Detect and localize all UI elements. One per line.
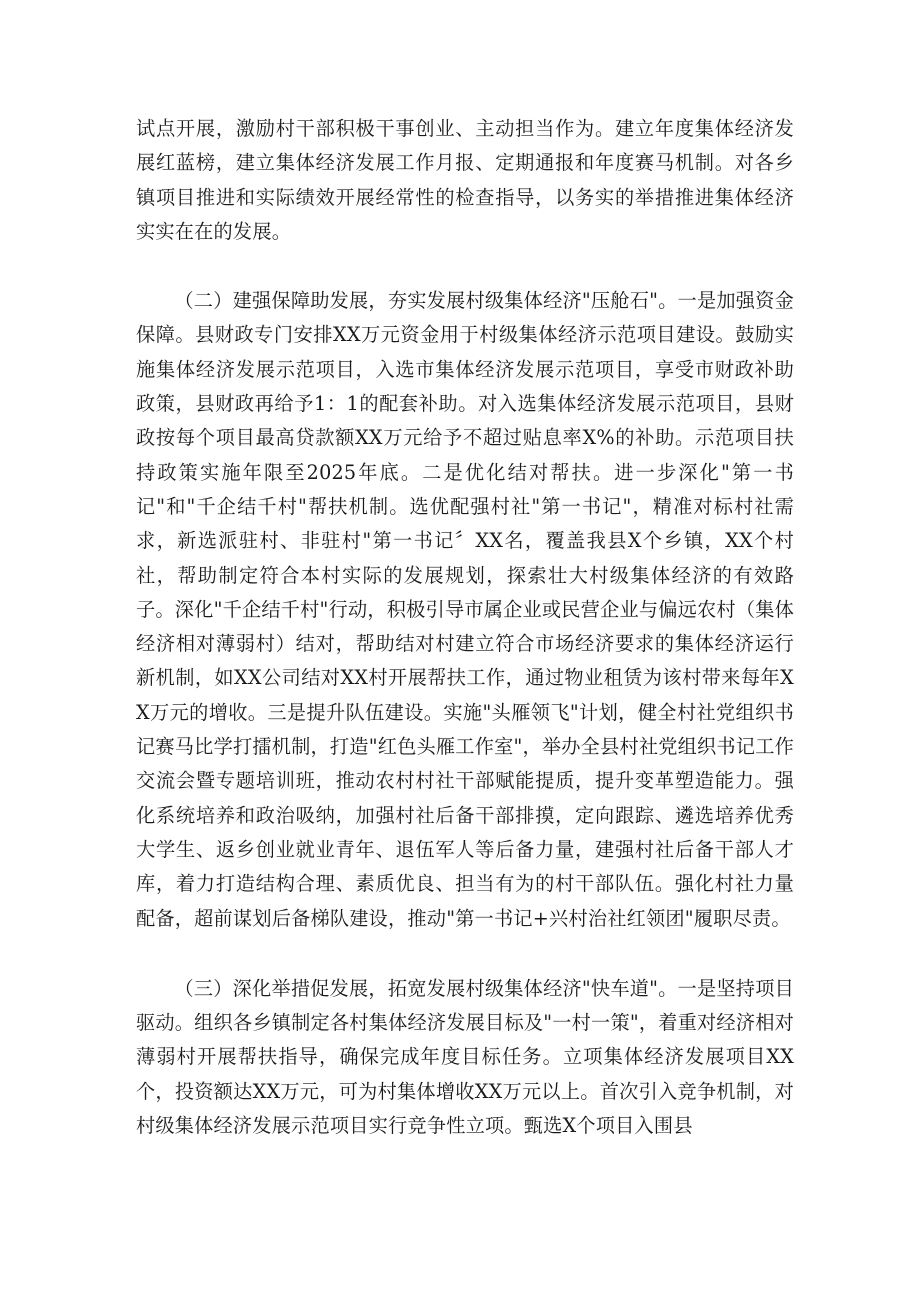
paragraph-section-three: （三）深化举措促发展，拓宽发展村级集体经济"快车道"。一是坚持项目驱动。组织各乡镇制定各村集体经济发展目标及"一村一策"，着重对经济相对薄弱村开展帮扶指导，确保完成年度目标任务。立项集体经济发展项目XX个，投资额达XX万元，可为村集体增收XX万元以上。首次引入竞争机制，对村级集体经济发展示范项目实行竞争性立项。甄选X个项目入围县 (136, 976, 794, 1138)
paragraph-section-two: （二）建强保障助发展，夯实发展村级集体经济"压舱石"。一是加强资金保障。县财政专门安排XX万元资金用于村级集体经济示范项目建设。鼓励实施集体经济发展示范项目，入选市集体经济发展示范项目，享受市财政补助政策，县财政再给予1：1的配套补助。对入选集体经济发展示范项目，县财政按每个项目最高贷款额XX万元给予不超过贴息率X%的补助。示范项目扶持政策实施年限至2025年底。二是优化结对帮扶。进一步深化"第一书记"和"千企结千村"帮扶机制。选优配强村社"第一书记"，精准对标村社需求，新选派驻村、非驻村"第一书记〞XX名，覆盖我县X个乡镇，XX个村社，帮助制定符合本村实际的发展规划，探索壮大村级集体经济的有效路子。深化"千企结千村"行动，积极引导市属企业或民营企业与偏远农村（集体经济相对薄弱村）结对，帮助结对村建立符合市场经济要求的集体经济运行新机制，如XX公司结对XX村开展帮扶工作，通过物业租赁为该村带来每年XX万元的增收。三是提升队伍建设。实施"头雁领飞"计划，健全村社党组织书记赛马比学打擂机制，打造"红色头雁工作室"，举办全县村社党组织书记工作交流会暨专题培训班，推动农村村社干部赋能提质，提升变革塑造能力。强化系统培养和政治吸纳，加强村社后备干部排摸，定向跟踪、遴选培养优秀大学生、返乡创业就业青年、退伍军人等后备力量，建强村社后备干部人才库，着力打造结构合理、素质优良、担当有为的村干部队伍。强化村社力量配备，超前谋划后备梯队建设，推动"第一书记+兴村治社红领团"履职尽责。 (136, 289, 794, 930)
paragraph-continuation: 试点开展，激励村干部积极干事创业、主动担当作为。建立年度集体经济发展红蓝榜，建立集体经济发展工作月报、定期通报和年度赛马机制。对各乡镇项目推进和实际绩效开展经常性的检查指导，以务实的举措推进集体经济实实在在的发展。 (136, 117, 794, 243)
